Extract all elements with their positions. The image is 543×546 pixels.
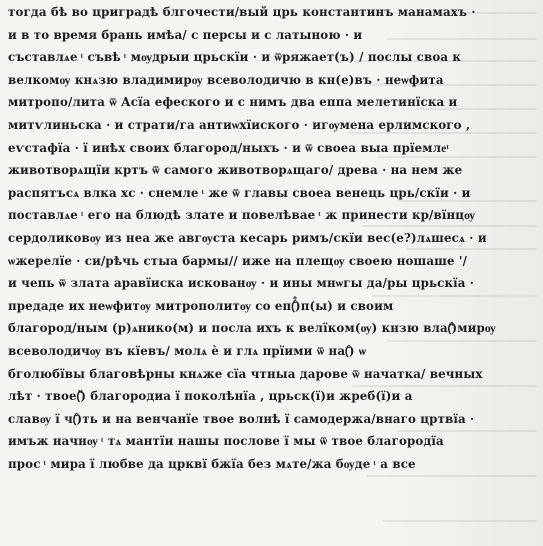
text-line: имъж начнѹ ͭ тѧ мантїи нашы послове ї мы ѿ твое благородїа bbox=[8, 434, 444, 449]
text-line: тогда бѣ во цриградѣ блгочести/вый црь константинъ манамахъ · bbox=[8, 5, 476, 19]
text-line: прос ͭ мира ї любве да црквї бжїа без мѧте/жа бѹде ͭ а все bbox=[8, 456, 416, 471]
text-line: и в то время брань имѣа/ с персы и с латыною · и bbox=[8, 27, 363, 42]
text-line: съставлѧе ͭ съвѣ ͭ мѹдрыи црьскїи · и ѿряжает(ъ) / послы своа к bbox=[8, 50, 462, 65]
text-line: лѣт · твое(ⷨ) благородиа ї поколѣнїа , црьск(ї)и жреб(ї)и а bbox=[8, 389, 413, 404]
text-line: благород/ным (р)ѧнико(м) и посла ихъ к велїком(ѹ) кнзю вла(ⷣ)мирѹ bbox=[8, 321, 496, 336]
text-line: бголюбївы благовѣрны кнѧже сїа чтныа дарове ѿ начатка/ вечных bbox=[8, 366, 483, 381]
text-line: сердоликовѹ из неа же авгѹста кесарь римъ/скїи вес(е?)лѧшесѧ · и bbox=[8, 230, 487, 245]
text-line: распятъсѧ влка хс · снемле ͭ же ѿ главы своеа венець црь/скїи · и bbox=[8, 185, 471, 200]
text-line: всеволодичѹ въ кїевъ/ молѧ ѐ и глѧ прїими ѿ на(ⷭ) ѡ bbox=[8, 343, 367, 358]
text-line: славѹ ї ч(ⷭ)ть и на венчанїе твое волнѣ ї самодержа/внаго цртвїа · bbox=[8, 411, 475, 426]
text-line: и чепь ѿ злата аравїиска искованѹ · и ины мнѡгы да/ры црьскїа · bbox=[8, 276, 475, 291]
text-line: еѵстафїа · ї инѣх своих благород/ныхъ · и ѿ своеа выа прїемлеͭ bbox=[8, 140, 450, 155]
text-line: животворѧщїи кртъ ѿ самого животворѧщаго/ древа · на нем же bbox=[8, 163, 463, 178]
text-line: предаде их неѡфитѹ митрополитѹ со еп(ⷭⷪ)п(ы) и своим bbox=[8, 298, 394, 313]
text-line: ѡжерелїе · си/рѣчь стыа бармы// иже на плещѹ своею ношаше '/ bbox=[8, 253, 468, 268]
text-line: поставлѧе ͭ его на блюдѣ злате и повелѣвае ͭ ж принести кр/вїнцѹ bbox=[8, 208, 476, 223]
text-block bbox=[8, 1, 538, 475]
text-line: митропо/лита ѿ Асїа ефеского и с нимъ два еппа мелетинїска и bbox=[8, 95, 458, 110]
text-line: велкомѹ кнѧзю владимирѹ всеволодичю в кн(е)въ · неѡфита bbox=[8, 72, 444, 87]
text-line: митѵлиньска · и страти/га антиѡхїиского · игѹмена ерлимского , bbox=[8, 117, 471, 132]
